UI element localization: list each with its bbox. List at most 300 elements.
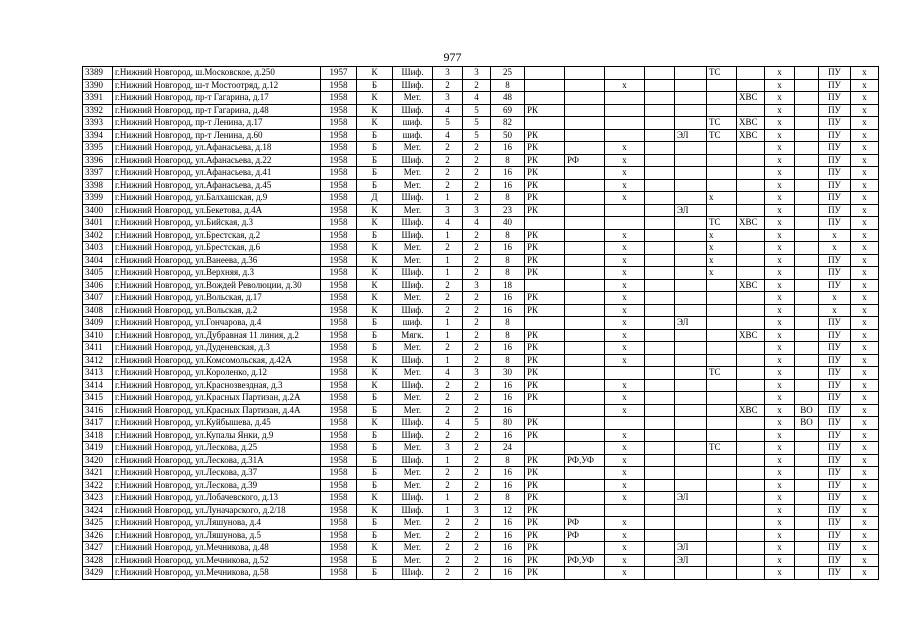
- table-cell: [565, 217, 605, 230]
- table-cell: 1958: [321, 404, 357, 417]
- table-cell: К: [357, 292, 393, 305]
- table-cell: ХВС: [737, 129, 765, 142]
- table-cell: 2: [463, 454, 491, 467]
- table-cell: ПУ: [819, 529, 851, 542]
- table-cell: х: [605, 379, 645, 392]
- table-cell: 1958: [321, 104, 357, 117]
- table-cell: [707, 292, 737, 305]
- table-cell: 2: [433, 517, 463, 530]
- address-cell: г.Нижний Новгород, ул.Дубравная 11 линия, д.2: [113, 329, 321, 342]
- table-cell: [707, 454, 737, 467]
- table-row: [83, 554, 879, 567]
- table-cell: 8: [491, 454, 525, 467]
- table-cell: [645, 217, 675, 230]
- table-cell: х: [851, 367, 879, 380]
- row-number-cell: 3419: [83, 442, 113, 455]
- table-cell: 1958: [321, 342, 357, 355]
- table-cell: х: [851, 417, 879, 430]
- table-cell: [565, 92, 605, 105]
- table-cell: [795, 554, 819, 567]
- table-cell: Б: [357, 467, 393, 480]
- row-number-cell: 3390: [83, 79, 113, 92]
- table-cell: Б: [357, 454, 393, 467]
- table-cell: х: [707, 229, 737, 242]
- table-cell: х: [765, 342, 795, 355]
- table-cell: ПУ: [819, 392, 851, 405]
- table-cell: [565, 542, 605, 555]
- table-cell: ХВС: [737, 217, 765, 230]
- table-row: [83, 529, 879, 542]
- table-cell: 2: [463, 229, 491, 242]
- table-cell: 1958: [321, 217, 357, 230]
- table-cell: [645, 454, 675, 467]
- table-cell: [565, 179, 605, 192]
- table-cell: [737, 479, 765, 492]
- table-cell: [605, 92, 645, 105]
- row-number-cell: 3427: [83, 542, 113, 555]
- table-cell: ПУ: [819, 492, 851, 505]
- table-cell: ТС: [707, 367, 737, 380]
- table-cell: [565, 104, 605, 117]
- table-cell: 2: [463, 317, 491, 330]
- row-number-cell: 3424: [83, 504, 113, 517]
- table-cell: [707, 467, 737, 480]
- table-cell: [565, 442, 605, 455]
- table-cell: [675, 117, 707, 130]
- table-cell: х: [707, 192, 737, 205]
- table-cell: [707, 317, 737, 330]
- table-cell: ЭЛ: [675, 554, 707, 567]
- table-cell: РК: [525, 204, 565, 217]
- address-cell: г.Нижний Новгород, ул.Красных Партизан, д.4А: [113, 404, 321, 417]
- row-number-cell: 3429: [83, 567, 113, 580]
- address-cell: г.Нижний Новгород, ул.Ляшунова, д.4: [113, 517, 321, 530]
- table-cell: х: [765, 392, 795, 405]
- table-cell: [645, 442, 675, 455]
- table-cell: ХВС: [737, 279, 765, 292]
- table-row: [83, 292, 879, 305]
- table-cell: 2: [463, 379, 491, 392]
- row-number-cell: 3426: [83, 529, 113, 542]
- table-row: [83, 329, 879, 342]
- table-cell: РК: [525, 342, 565, 355]
- table-cell: 1958: [321, 442, 357, 455]
- table-cell: х: [765, 467, 795, 480]
- table-cell: ПУ: [819, 279, 851, 292]
- table-cell: [737, 354, 765, 367]
- table-cell: Б: [357, 329, 393, 342]
- table-cell: [737, 467, 765, 480]
- table-cell: РК: [525, 267, 565, 280]
- table-cell: [675, 254, 707, 267]
- table-cell: [645, 204, 675, 217]
- table-row: [83, 304, 879, 317]
- table-cell: [645, 517, 675, 530]
- table-cell: 1958: [321, 492, 357, 505]
- table-cell: [707, 542, 737, 555]
- row-number-cell: 3409: [83, 317, 113, 330]
- table-cell: [565, 467, 605, 480]
- table-cell: 1958: [321, 142, 357, 155]
- table-cell: х: [765, 104, 795, 117]
- table-cell: 2: [433, 79, 463, 92]
- table-cell: ТС: [707, 117, 737, 130]
- table-cell: [565, 367, 605, 380]
- table-cell: х: [851, 154, 879, 167]
- table-cell: РФ: [565, 529, 605, 542]
- table-cell: [737, 417, 765, 430]
- table-cell: ХВС: [737, 404, 765, 417]
- table-cell: Шиф.: [393, 229, 433, 242]
- table-cell: х: [851, 454, 879, 467]
- table-cell: ПУ: [819, 217, 851, 230]
- table-cell: х: [851, 142, 879, 155]
- table-cell: Б: [357, 479, 393, 492]
- table-cell: РК: [525, 129, 565, 142]
- table-cell: К: [357, 504, 393, 517]
- table-cell: 1958: [321, 467, 357, 480]
- table-cell: х: [707, 254, 737, 267]
- table-cell: х: [765, 267, 795, 280]
- table-cell: ПУ: [819, 467, 851, 480]
- table-cell: 16: [491, 542, 525, 555]
- table-cell: 1958: [321, 79, 357, 92]
- table-cell: 1: [433, 504, 463, 517]
- table-cell: К: [357, 217, 393, 230]
- table-cell: [565, 404, 605, 417]
- table-cell: [565, 354, 605, 367]
- table-cell: [737, 254, 765, 267]
- table-cell: х: [851, 554, 879, 567]
- table-cell: Мет.: [393, 142, 433, 155]
- table-cell: ПУ: [819, 442, 851, 455]
- table-cell: Мет.: [393, 167, 433, 180]
- table-cell: х: [605, 492, 645, 505]
- table-cell: [795, 354, 819, 367]
- table-cell: 2: [463, 529, 491, 542]
- housing-registry-table: [82, 66, 879, 580]
- table-cell: 2: [433, 154, 463, 167]
- table-cell: х: [851, 379, 879, 392]
- table-cell: 50: [491, 129, 525, 142]
- address-cell: г.Нижний Новгород, ул.Короленко, д.12: [113, 367, 321, 380]
- table-cell: [565, 142, 605, 155]
- table-cell: х: [605, 79, 645, 92]
- table-cell: [707, 492, 737, 505]
- table-cell: Б: [357, 229, 393, 242]
- row-number-cell: 3398: [83, 179, 113, 192]
- table-cell: 1958: [321, 479, 357, 492]
- table-cell: К: [357, 117, 393, 130]
- table-cell: Мет.: [393, 204, 433, 217]
- table-cell: ПУ: [819, 454, 851, 467]
- table-cell: х: [851, 354, 879, 367]
- table-cell: 8: [491, 354, 525, 367]
- table-cell: Б: [357, 342, 393, 355]
- table-cell: Шиф.: [393, 454, 433, 467]
- registry-rows: [83, 67, 879, 580]
- table-cell: [565, 279, 605, 292]
- table-cell: х: [605, 292, 645, 305]
- table-cell: Шиф.: [393, 429, 433, 442]
- table-cell: 1958: [321, 517, 357, 530]
- table-cell: х: [851, 179, 879, 192]
- table-cell: [675, 392, 707, 405]
- table-cell: РК: [525, 304, 565, 317]
- table-cell: [707, 404, 737, 417]
- table-row: [83, 204, 879, 217]
- table-cell: [645, 129, 675, 142]
- table-cell: [737, 529, 765, 542]
- table-cell: 1957: [321, 67, 357, 80]
- table-cell: 1958: [321, 317, 357, 330]
- table-cell: 1958: [321, 417, 357, 430]
- table-cell: [737, 229, 765, 242]
- table-cell: [525, 404, 565, 417]
- table-cell: х: [765, 567, 795, 580]
- table-cell: 1958: [321, 354, 357, 367]
- table-cell: [675, 479, 707, 492]
- table-cell: 8: [491, 192, 525, 205]
- table-cell: 2: [433, 529, 463, 542]
- table-cell: [605, 217, 645, 230]
- table-cell: Мет.: [393, 529, 433, 542]
- table-cell: Мет.: [393, 392, 433, 405]
- table-row: [83, 367, 879, 380]
- table-cell: х: [605, 192, 645, 205]
- table-cell: 2: [433, 429, 463, 442]
- table-cell: 16: [491, 379, 525, 392]
- table-cell: [737, 429, 765, 442]
- table-cell: 82: [491, 117, 525, 130]
- table-cell: ТС: [707, 67, 737, 80]
- table-cell: К: [357, 379, 393, 392]
- table-row: [83, 417, 879, 430]
- table-cell: РК: [525, 292, 565, 305]
- table-cell: 2: [433, 404, 463, 417]
- address-cell: г.Нижний Новгород, ул.Луначарского, д.2/18: [113, 504, 321, 517]
- table-cell: Шиф.: [393, 104, 433, 117]
- table-cell: [605, 67, 645, 80]
- table-cell: х: [851, 404, 879, 417]
- table-cell: [675, 329, 707, 342]
- table-cell: К: [357, 204, 393, 217]
- table-cell: [675, 429, 707, 442]
- table-cell: [707, 567, 737, 580]
- table-cell: 4: [433, 417, 463, 430]
- table-cell: [795, 504, 819, 517]
- table-cell: [565, 267, 605, 280]
- table-cell: [645, 179, 675, 192]
- table-cell: РК: [525, 454, 565, 467]
- table-cell: Шиф.: [393, 217, 433, 230]
- table-cell: [675, 417, 707, 430]
- table-row: [83, 379, 879, 392]
- table-row: [83, 479, 879, 492]
- address-cell: г.Нижний Новгород, ул.Дуденевская, д.3: [113, 342, 321, 355]
- table-cell: Шиф.: [393, 354, 433, 367]
- table-cell: х: [765, 304, 795, 317]
- table-cell: х: [605, 567, 645, 580]
- table-cell: 16: [491, 142, 525, 155]
- table-cell: х: [765, 554, 795, 567]
- table-cell: 8: [491, 79, 525, 92]
- table-cell: 1: [433, 192, 463, 205]
- table-cell: [707, 92, 737, 105]
- table-cell: [675, 267, 707, 280]
- table-cell: ПУ: [819, 154, 851, 167]
- table-cell: 80: [491, 417, 525, 430]
- table-cell: РК: [525, 392, 565, 405]
- table-cell: 69: [491, 104, 525, 117]
- table-cell: х: [605, 479, 645, 492]
- table-cell: ПУ: [819, 267, 851, 280]
- table-cell: [795, 379, 819, 392]
- table-cell: 16: [491, 392, 525, 405]
- table-cell: х: [707, 267, 737, 280]
- table-cell: Б: [357, 404, 393, 417]
- table-cell: [737, 192, 765, 205]
- table-cell: 2: [433, 279, 463, 292]
- table-row: [83, 242, 879, 255]
- table-cell: х: [605, 167, 645, 180]
- table-cell: х: [605, 304, 645, 317]
- table-cell: [737, 142, 765, 155]
- table-cell: [795, 79, 819, 92]
- table-cell: 2: [433, 342, 463, 355]
- table-cell: [645, 342, 675, 355]
- table-cell: 1958: [321, 192, 357, 205]
- table-cell: х: [851, 317, 879, 330]
- address-cell: г.Нижний Новгород, ул.Брестская, д.6: [113, 242, 321, 255]
- table-cell: Шиф.: [393, 279, 433, 292]
- table-cell: х: [765, 292, 795, 305]
- table-row: [83, 542, 879, 555]
- table-cell: ЭЛ: [675, 204, 707, 217]
- table-cell: РК: [525, 154, 565, 167]
- table-cell: х: [605, 154, 645, 167]
- table-cell: х: [851, 254, 879, 267]
- table-cell: [795, 429, 819, 442]
- table-cell: РК: [525, 379, 565, 392]
- table-cell: ХВС: [737, 92, 765, 105]
- table-cell: [675, 379, 707, 392]
- table-cell: Д: [357, 192, 393, 205]
- table-cell: х: [605, 429, 645, 442]
- table-cell: х: [605, 517, 645, 530]
- table-row: [83, 154, 879, 167]
- table-cell: [737, 204, 765, 217]
- table-cell: х: [851, 467, 879, 480]
- table-cell: [675, 442, 707, 455]
- table-row: [83, 429, 879, 442]
- table-cell: [795, 192, 819, 205]
- table-cell: [675, 304, 707, 317]
- table-cell: Шиф.: [393, 379, 433, 392]
- table-cell: [707, 154, 737, 167]
- table-cell: х: [605, 442, 645, 455]
- table-cell: [795, 292, 819, 305]
- table-cell: 1: [433, 254, 463, 267]
- address-cell: г.Нижний Новгород, ул.Куйбышева, д.45: [113, 417, 321, 430]
- table-cell: [707, 329, 737, 342]
- table-cell: [675, 467, 707, 480]
- table-cell: РК: [525, 492, 565, 505]
- table-cell: [675, 67, 707, 80]
- table-cell: 2: [433, 467, 463, 480]
- table-cell: [707, 517, 737, 530]
- table-cell: 1958: [321, 129, 357, 142]
- table-row: [83, 392, 879, 405]
- table-cell: [645, 479, 675, 492]
- table-cell: [675, 567, 707, 580]
- table-cell: [795, 117, 819, 130]
- table-cell: 1958: [321, 242, 357, 255]
- table-cell: Мет.: [393, 254, 433, 267]
- table-cell: [605, 367, 645, 380]
- table-cell: ПУ: [819, 567, 851, 580]
- table-cell: Шиф.: [393, 267, 433, 280]
- table-cell: РК: [525, 142, 565, 155]
- table-cell: [645, 104, 675, 117]
- table-cell: ПУ: [819, 554, 851, 567]
- table-cell: [707, 429, 737, 442]
- table-cell: 8: [491, 154, 525, 167]
- table-cell: [737, 104, 765, 117]
- table-cell: 16: [491, 304, 525, 317]
- table-cell: Мет.: [393, 542, 433, 555]
- table-cell: х: [851, 517, 879, 530]
- row-number-cell: 3416: [83, 404, 113, 417]
- table-cell: 2: [433, 179, 463, 192]
- table-cell: х: [765, 492, 795, 505]
- table-cell: х: [851, 392, 879, 405]
- table-cell: 2: [463, 542, 491, 555]
- table-cell: [565, 379, 605, 392]
- table-cell: 4: [433, 104, 463, 117]
- table-cell: 16: [491, 179, 525, 192]
- table-cell: 1958: [321, 154, 357, 167]
- table-cell: 16: [491, 567, 525, 580]
- table-cell: х: [851, 229, 879, 242]
- table-cell: х: [707, 242, 737, 255]
- table-cell: Мягк.: [393, 329, 433, 342]
- row-number-cell: 3422: [83, 479, 113, 492]
- table-cell: [645, 192, 675, 205]
- table-cell: ПУ: [819, 379, 851, 392]
- table-cell: [645, 504, 675, 517]
- table-cell: 3: [433, 67, 463, 80]
- table-cell: х: [851, 492, 879, 505]
- row-number-cell: 3406: [83, 279, 113, 292]
- address-cell: г.Нижний Новгород, пр-т Ленина, д.17: [113, 117, 321, 130]
- table-cell: [605, 204, 645, 217]
- table-cell: 4: [433, 217, 463, 230]
- table-cell: 5: [463, 104, 491, 117]
- table-cell: [675, 504, 707, 517]
- table-cell: ЭЛ: [675, 129, 707, 142]
- table-cell: 16: [491, 242, 525, 255]
- row-number-cell: 3410: [83, 329, 113, 342]
- table-row: [83, 504, 879, 517]
- table-cell: К: [357, 279, 393, 292]
- table-row: [83, 517, 879, 530]
- table-cell: [565, 329, 605, 342]
- table-cell: х: [605, 254, 645, 267]
- address-cell: г.Нижний Новгород, ул.Ляшунова, д.5: [113, 529, 321, 542]
- table-cell: К: [357, 417, 393, 430]
- table-cell: х: [851, 167, 879, 180]
